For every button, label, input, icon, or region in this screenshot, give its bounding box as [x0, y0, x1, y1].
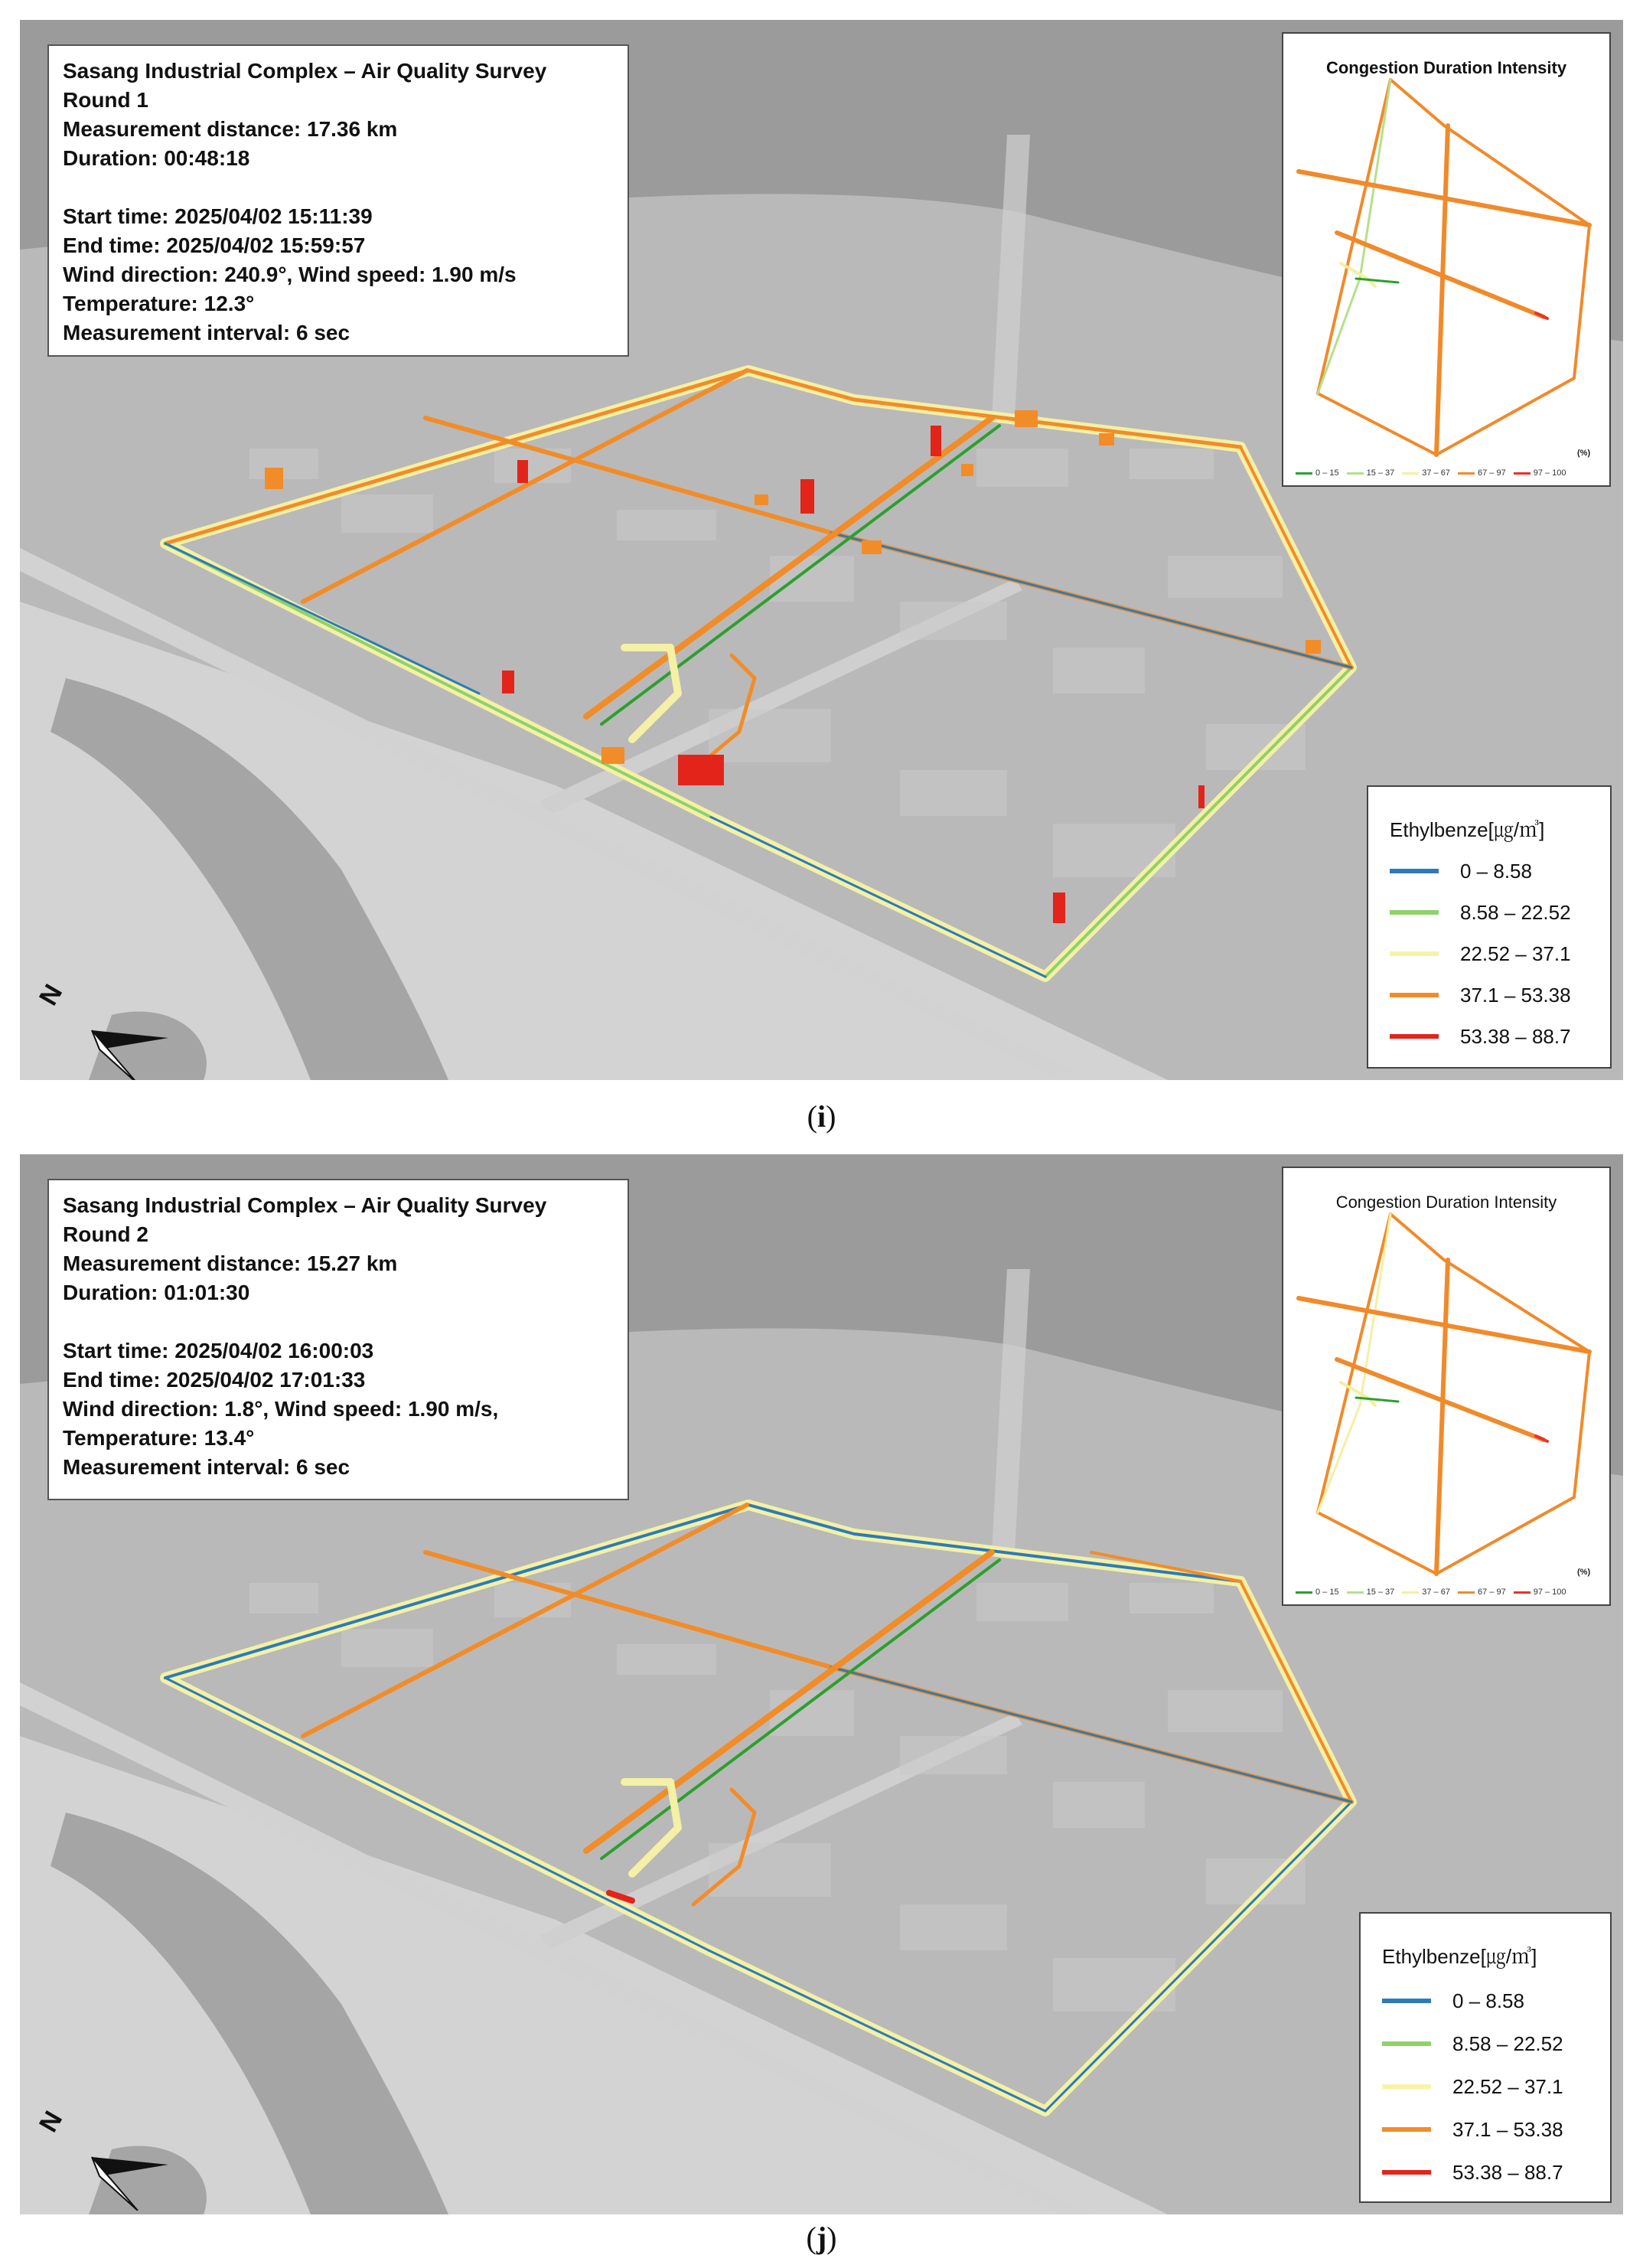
survey-round: Round 1: [63, 88, 148, 112]
inset-title: Congestion Duration Intensity: [1325, 58, 1567, 77]
map-panel-round-1: [20, 20, 1623, 1080]
panel-caption-j: (j): [806, 2221, 837, 2255]
panel-caption-i: (i): [807, 1099, 836, 1134]
inset-legend-item: 97 – 100: [1514, 1588, 1566, 1597]
legend-item: 53.38 – 88.7: [1390, 1023, 1571, 1050]
legend-swatch: [1382, 2127, 1431, 2132]
legend-item: 0 – 8.58: [1382, 1987, 1524, 2015]
legend-swatch: [1382, 1999, 1431, 2003]
inset-legend-item: 67 – 97: [1458, 468, 1506, 478]
legend-item: 8.58 – 22.52: [1390, 899, 1571, 926]
start-time: Start time: 2025/04/02 16:00:03: [63, 1339, 374, 1362]
inset-unit: (%): [1577, 1568, 1591, 1577]
north-arrow-icon: [31, 2103, 184, 2211]
legend-item: 22.52 – 37.1: [1390, 940, 1571, 968]
inset-swatch-0-15: [1296, 472, 1312, 475]
inset-legend: [1296, 468, 1602, 478]
legend-item: 37.1 – 53.38: [1382, 2116, 1563, 2143]
inset-route-map: [1283, 1168, 1612, 1607]
measurement-distance: Measurement distance: 17.36 km: [63, 117, 398, 141]
survey-info-box: [47, 44, 629, 357]
legend-swatch: [1390, 869, 1439, 873]
temperature: Temperature: 12.3°: [63, 292, 255, 315]
survey-title: Sasang Industrial Complex – Air Quality Survey: [63, 59, 547, 83]
inset-unit: (%): [1577, 449, 1591, 458]
inset-legend-item: 15 – 37: [1347, 1588, 1395, 1597]
legend-item: 8.58 – 22.52: [1382, 2030, 1563, 2058]
survey-round: Round 2: [63, 1222, 148, 1246]
temperature: Temperature: 13.4°: [63, 1426, 255, 1450]
duration: Duration: 00:48:18: [63, 146, 250, 170]
inset-swatch-97-100: [1514, 472, 1531, 475]
inset-legend-item: 37 – 67: [1402, 1588, 1450, 1597]
concentration-legend: [1359, 1912, 1612, 2203]
inset-swatch-37-67: [1402, 1591, 1419, 1594]
inset-swatch-37-67: [1402, 472, 1419, 475]
inset-swatch-0-15: [1296, 1591, 1312, 1594]
wind-info: Wind direction: 240.9°, Wind speed: 1.90 m/s: [63, 263, 517, 286]
legend-swatch: [1382, 2084, 1431, 2089]
congestion-inset: [1282, 1167, 1611, 1606]
legend-item: 53.38 – 88.7: [1382, 2159, 1563, 2186]
inset-legend-item: 0 – 15: [1296, 468, 1339, 478]
congestion-inset: [1282, 32, 1611, 487]
legend-swatch: [1390, 951, 1439, 956]
legend-item: 22.52 – 37.1: [1382, 2073, 1563, 2100]
inset-route-map: [1283, 34, 1612, 488]
inset-swatch-97-100: [1514, 1591, 1531, 1594]
wind-info: Wind direction: 1.8°, Wind speed: 1.90 m/s,: [63, 1397, 499, 1421]
svg-text:N: N: [34, 979, 69, 1010]
inset-swatch-15-37: [1347, 1591, 1364, 1594]
measurement-interval: Measurement interval: 6 sec: [63, 321, 350, 344]
map-panel-round-2: [20, 1154, 1623, 2214]
legend-title: Ethylbenze[㎍/㎥]: [1382, 1945, 1537, 1968]
inset-legend-item: 15 – 37: [1347, 468, 1395, 478]
start-time: Start time: 2025/04/02 15:11:39: [63, 204, 373, 228]
legend-swatch: [1382, 2041, 1431, 2046]
end-time: End time: 2025/04/02 17:01:33: [63, 1368, 366, 1392]
inset-legend-item: 0 – 15: [1296, 1588, 1339, 1597]
legend-swatch: [1390, 993, 1439, 997]
svg-text:N: N: [34, 2106, 69, 2137]
legend-item: 37.1 – 53.38: [1390, 981, 1571, 1009]
inset-legend-item: 97 – 100: [1514, 468, 1566, 478]
legend-swatch: [1390, 1034, 1439, 1039]
duration: Duration: 01:01:30: [63, 1281, 250, 1304]
north-arrow-icon: [31, 977, 184, 1080]
legend-title: Ethylbenze[㎍/㎥]: [1390, 818, 1545, 841]
legend-swatch: [1382, 2170, 1431, 2175]
inset-swatch-67-97: [1458, 1591, 1475, 1594]
inset-title: Congestion Duration Intensity: [1335, 1193, 1557, 1212]
measurement-interval: Measurement interval: 6 sec: [63, 1455, 350, 1479]
legend-swatch: [1390, 910, 1439, 915]
inset-swatch-67-97: [1458, 472, 1475, 475]
survey-title: Sasang Industrial Complex – Air Quality Survey: [63, 1193, 547, 1217]
measurement-distance: Measurement distance: 15.27 km: [63, 1251, 398, 1275]
legend-item: 0 – 8.58: [1390, 857, 1532, 885]
inset-legend-item: 37 – 67: [1402, 468, 1450, 478]
inset-swatch-15-37: [1347, 472, 1364, 475]
concentration-legend: [1367, 785, 1612, 1069]
end-time: End time: 2025/04/02 15:59:57: [63, 233, 366, 257]
inset-legend: [1296, 1588, 1602, 1597]
inset-legend-item: 67 – 97: [1458, 1588, 1506, 1597]
survey-info-box: [47, 1179, 629, 1500]
